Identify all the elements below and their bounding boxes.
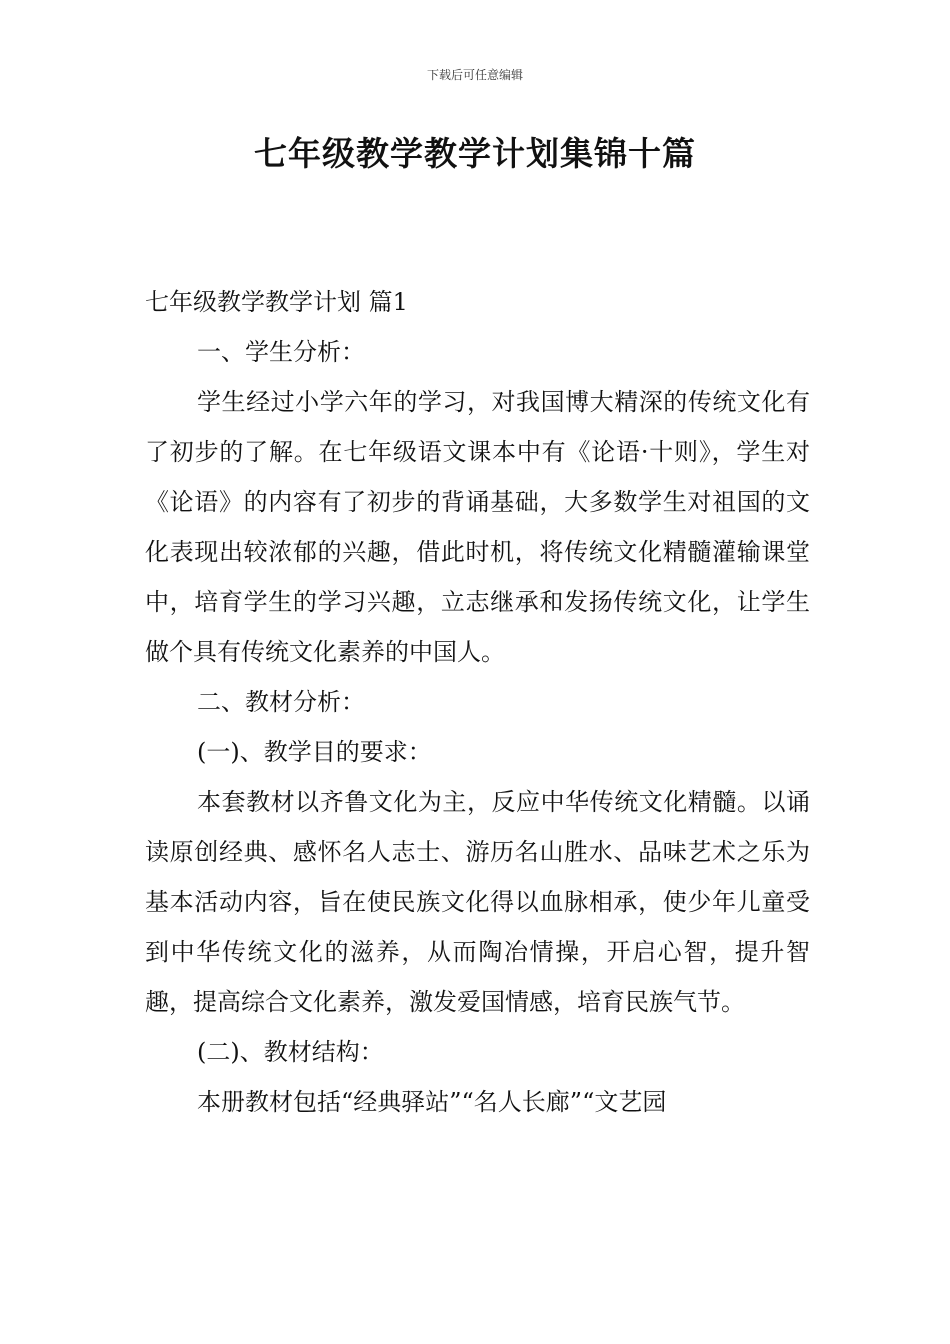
paragraph-teaching-goals: 本套教材以齐鲁文化为主，反应中华传统文化精髓。以诵读原创经典、感怀名人志士、游历名山胜水、品味艺术之乐为基本活动内容，旨在使民族文化得以血脉相承，使少年儿童受到中华传统文化的滋养，从而陶冶情操，开启心智，提升智趣，提高综合文化素养，激发爱国情感，培育民族气节。 <box>145 788 810 1016</box>
heading-material-analysis: 二、教材分析： <box>197 688 365 716</box>
document-body <box>145 277 810 1127</box>
document-title: 七年级教学教学计划集锦十篇 <box>254 134 696 173</box>
header-note: 下载后可任意编辑 <box>426 68 523 82</box>
paragraph-material-structure: 本册教材包括“经典驿站”“名人长廊”“文艺园 <box>197 1088 667 1116</box>
subheading-material-structure: (二)、教材结构： <box>197 1038 384 1066</box>
section-heading: 七年级教学教学计划 篇1 <box>145 288 408 316</box>
paragraph-student-analysis: 学生经过小学六年的学习，对我国博大精深的传统文化有了初步的了解。在七年级语文课本中有《论语·十则》，学生对《论语》的内容有了初步的背诵基础，大多数学生对祖国的文化表现出较浓郁的兴趣，借此时机，将传统文化精髓灌输课堂中，培育学生的学习兴趣，立志继承和发扬传统文化，让学生做个具有传统文化素养的中国人。 <box>145 388 810 666</box>
heading-student-analysis: 一、学生分析： <box>197 338 365 366</box>
subheading-teaching-goals: (一)、教学目的要求： <box>197 738 432 766</box>
